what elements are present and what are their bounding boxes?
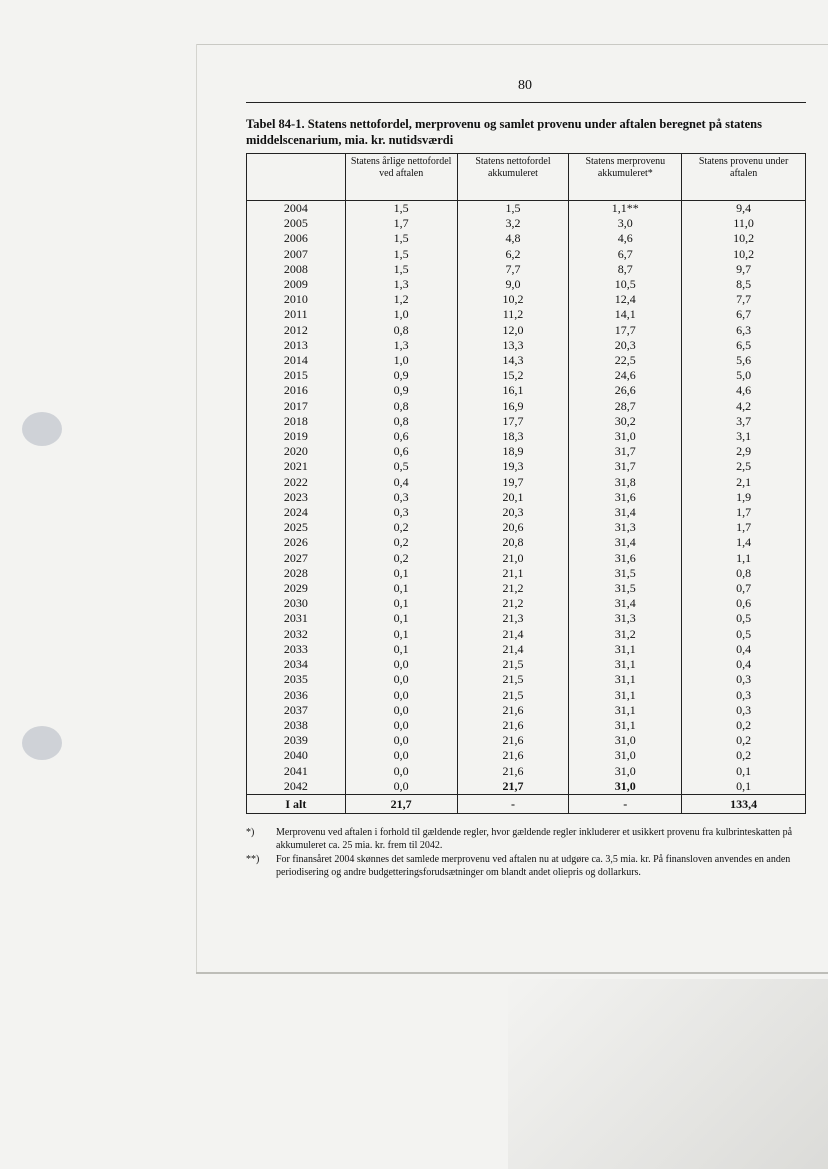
value-cell: 0,3 <box>682 703 806 718</box>
table-row <box>247 399 806 414</box>
year-cell: 2031 <box>247 611 346 626</box>
value-cell: 0,8 <box>345 414 457 429</box>
value-cell: 0,1 <box>345 627 457 642</box>
value-cell: 4,6 <box>682 383 806 398</box>
table-row <box>247 505 806 520</box>
value-cell: 31,1 <box>569 718 682 733</box>
value-cell: 1,5 <box>345 262 457 277</box>
value-cell: 6,7 <box>569 247 682 262</box>
value-cell: 0,2 <box>682 748 806 763</box>
value-cell: 4,6 <box>569 231 682 246</box>
table-row <box>247 551 806 566</box>
value-cell: 9,0 <box>457 277 569 292</box>
value-cell: 31,3 <box>569 520 682 535</box>
year-cell: 2029 <box>247 581 346 596</box>
table-row <box>247 292 806 307</box>
footnote-mark: **) <box>246 854 260 865</box>
table-row <box>247 444 806 459</box>
table-row <box>247 642 806 657</box>
value-cell: 0,3 <box>682 688 806 703</box>
total-cell: 133,4 <box>682 794 806 813</box>
table-row <box>247 323 806 338</box>
value-cell: 31,4 <box>569 505 682 520</box>
table-row <box>247 475 806 490</box>
value-cell: 0,1 <box>345 611 457 626</box>
value-cell: 19,3 <box>457 459 569 474</box>
value-cell: 21,6 <box>457 703 569 718</box>
value-cell: 6,5 <box>682 338 806 353</box>
value-cell: 20,1 <box>457 490 569 505</box>
year-cell: 2007 <box>247 247 346 262</box>
table-row <box>247 353 806 368</box>
value-cell: 16,9 <box>457 399 569 414</box>
header-rule <box>246 102 806 103</box>
year-cell: 2015 <box>247 368 346 383</box>
value-cell: 6,7 <box>682 307 806 322</box>
value-cell: 12,0 <box>457 323 569 338</box>
table-row <box>247 596 806 611</box>
punch-hole-bottom <box>22 726 62 760</box>
value-cell: 31,0 <box>569 779 682 795</box>
total-cell: 21,7 <box>345 794 457 813</box>
year-cell: 2018 <box>247 414 346 429</box>
value-cell: 0,5 <box>682 627 806 642</box>
footnote <box>246 826 812 852</box>
value-cell: 1,3 <box>345 338 457 353</box>
value-cell: 4,8 <box>457 231 569 246</box>
year-cell: 2042 <box>247 779 346 795</box>
table-row <box>247 307 806 322</box>
table-row <box>247 231 806 246</box>
column-header: Statens provenu under aftalen <box>682 154 806 201</box>
value-cell: 31,1 <box>569 688 682 703</box>
year-cell: 2014 <box>247 353 346 368</box>
year-cell: 2036 <box>247 688 346 703</box>
total-cell: I alt <box>247 794 346 813</box>
scan-shadow <box>508 979 828 1169</box>
value-cell: 31,1 <box>569 672 682 687</box>
value-cell: 0,3 <box>682 672 806 687</box>
table-row <box>247 383 806 398</box>
value-cell: 0,4 <box>345 475 457 490</box>
column-header: Statens merprovenu akkumuleret* <box>569 154 682 201</box>
value-cell: 0,8 <box>345 323 457 338</box>
year-cell: 2016 <box>247 383 346 398</box>
value-cell: 11,0 <box>682 216 806 231</box>
value-cell: 31,0 <box>569 733 682 748</box>
table-row <box>247 566 806 581</box>
page-edge-left <box>196 44 197 974</box>
value-cell: 16,1 <box>457 383 569 398</box>
year-cell: 2034 <box>247 657 346 672</box>
value-cell: 21,4 <box>457 627 569 642</box>
column-header <box>247 154 346 201</box>
value-cell: 1,7 <box>682 505 806 520</box>
table-row <box>247 657 806 672</box>
value-cell: 3,2 <box>457 216 569 231</box>
value-cell: 24,6 <box>569 368 682 383</box>
value-cell: 31,7 <box>569 459 682 474</box>
value-cell: 0,5 <box>682 611 806 626</box>
value-cell: 1,4 <box>682 535 806 550</box>
value-cell: 0,2 <box>345 535 457 550</box>
table-row <box>247 581 806 596</box>
value-cell: 21,5 <box>457 688 569 703</box>
value-cell: 21,5 <box>457 672 569 687</box>
value-cell: 8,5 <box>682 277 806 292</box>
table-row <box>247 672 806 687</box>
value-cell: 31,0 <box>569 748 682 763</box>
table-row <box>247 490 806 505</box>
value-cell: 0,0 <box>345 733 457 748</box>
year-cell: 2025 <box>247 520 346 535</box>
value-cell: 0,1 <box>345 581 457 596</box>
year-cell: 2037 <box>247 703 346 718</box>
table-row <box>247 201 806 217</box>
table-row <box>247 718 806 733</box>
value-cell: 0,1 <box>682 779 806 795</box>
value-cell: 20,6 <box>457 520 569 535</box>
value-cell: 21,5 <box>457 657 569 672</box>
year-cell: 2030 <box>247 596 346 611</box>
year-cell: 2012 <box>247 323 346 338</box>
punch-hole-top <box>22 412 62 446</box>
year-cell: 2005 <box>247 216 346 231</box>
table-row <box>247 429 806 444</box>
value-cell: 1,1 <box>682 551 806 566</box>
value-cell: 1,5 <box>345 247 457 262</box>
value-cell: 8,7 <box>569 262 682 277</box>
table-row <box>247 262 806 277</box>
value-cell: 28,7 <box>569 399 682 414</box>
value-cell: 31,1 <box>569 657 682 672</box>
value-cell: 1,0 <box>345 353 457 368</box>
value-cell: 0,0 <box>345 718 457 733</box>
year-cell: 2041 <box>247 764 346 779</box>
value-cell: 10,5 <box>569 277 682 292</box>
year-cell: 2028 <box>247 566 346 581</box>
value-cell: 0,0 <box>345 748 457 763</box>
table-row <box>247 368 806 383</box>
value-cell: 0,2 <box>345 551 457 566</box>
footnote <box>246 853 812 879</box>
value-cell: 0,0 <box>345 764 457 779</box>
year-cell: 2033 <box>247 642 346 657</box>
value-cell: 0,6 <box>345 429 457 444</box>
value-cell: 0,8 <box>345 399 457 414</box>
table-row <box>247 338 806 353</box>
value-cell: 1,5 <box>457 201 569 217</box>
value-cell: 1,7 <box>345 216 457 231</box>
value-cell: 0,0 <box>345 672 457 687</box>
value-cell: 1,9 <box>682 490 806 505</box>
table-row <box>247 733 806 748</box>
table-title: Tabel 84-1. Statens nettofordel, merprovenu og samlet provenu under aftalen beregnet på statens middelscenarium, mia. kr. nutidsværdi <box>246 117 762 147</box>
value-cell: 5,0 <box>682 368 806 383</box>
value-cell: 21,6 <box>457 764 569 779</box>
table-body <box>247 201 806 795</box>
value-cell: 1,5 <box>345 231 457 246</box>
footnote-mark: *) <box>246 827 255 838</box>
value-cell: 5,6 <box>682 353 806 368</box>
year-cell: 2013 <box>247 338 346 353</box>
year-cell: 2039 <box>247 733 346 748</box>
year-cell: 2011 <box>247 307 346 322</box>
value-cell: 21,4 <box>457 642 569 657</box>
table-row <box>247 764 806 779</box>
value-cell: 31,8 <box>569 475 682 490</box>
value-cell: 19,7 <box>457 475 569 490</box>
value-cell: 0,9 <box>345 368 457 383</box>
value-cell: 10,2 <box>682 247 806 262</box>
value-cell: 20,3 <box>569 338 682 353</box>
year-cell: 2019 <box>247 429 346 444</box>
value-cell: 0,9 <box>345 383 457 398</box>
year-cell: 2006 <box>247 231 346 246</box>
year-cell: 2009 <box>247 277 346 292</box>
value-cell: 31,4 <box>569 535 682 550</box>
value-cell: 7,7 <box>682 292 806 307</box>
value-cell: 9,7 <box>682 262 806 277</box>
year-cell: 2004 <box>247 201 346 217</box>
value-cell: 0,7 <box>682 581 806 596</box>
value-cell: 31,0 <box>569 764 682 779</box>
value-cell: 4,2 <box>682 399 806 414</box>
year-cell: 2024 <box>247 505 346 520</box>
value-cell: 1,2 <box>345 292 457 307</box>
value-cell: 0,1 <box>345 596 457 611</box>
value-cell: 0,2 <box>682 733 806 748</box>
value-cell: 31,6 <box>569 551 682 566</box>
page-number: 80 <box>518 78 532 93</box>
value-cell: 13,3 <box>457 338 569 353</box>
data-table <box>246 153 806 814</box>
value-cell: 10,2 <box>457 292 569 307</box>
page-edge-bottom <box>196 972 828 974</box>
value-cell: 2,1 <box>682 475 806 490</box>
table-row <box>247 627 806 642</box>
table-row <box>247 459 806 474</box>
value-cell: 0,0 <box>345 703 457 718</box>
value-cell: 1,7 <box>682 520 806 535</box>
value-cell: 9,4 <box>682 201 806 217</box>
value-cell: 15,2 <box>457 368 569 383</box>
value-cell: 17,7 <box>569 323 682 338</box>
value-cell: 2,9 <box>682 444 806 459</box>
value-cell: 3,0 <box>569 216 682 231</box>
value-cell: 1,5 <box>345 201 457 217</box>
year-cell: 2008 <box>247 262 346 277</box>
value-cell: 0,3 <box>345 505 457 520</box>
value-cell: 0,0 <box>345 779 457 795</box>
value-cell: 0,8 <box>682 566 806 581</box>
value-cell: 31,5 <box>569 566 682 581</box>
value-cell: 0,4 <box>682 642 806 657</box>
value-cell: 31,6 <box>569 490 682 505</box>
value-cell: 1,3 <box>345 277 457 292</box>
table-row <box>247 748 806 763</box>
value-cell: 0,2 <box>345 520 457 535</box>
year-cell: 2026 <box>247 535 346 550</box>
value-cell: 6,3 <box>682 323 806 338</box>
value-cell: 17,7 <box>457 414 569 429</box>
value-cell: 12,4 <box>569 292 682 307</box>
footnote-text: Merprovenu ved aftalen i forhold til gældende regler, hvor gældende regler inkluderer et usikkert provenu fra kulbrinteskatten på akkumuleret ca. 25 mia. kr. frem til 2042. <box>276 827 793 851</box>
year-cell: 2040 <box>247 748 346 763</box>
value-cell: 6,2 <box>457 247 569 262</box>
table-row <box>247 414 806 429</box>
value-cell: 26,6 <box>569 383 682 398</box>
column-header: Statens nettofordel akkumuleret <box>457 154 569 201</box>
value-cell: 30,2 <box>569 414 682 429</box>
year-cell: 2038 <box>247 718 346 733</box>
value-cell: 0,3 <box>345 490 457 505</box>
table-row <box>247 277 806 292</box>
value-cell: 21,2 <box>457 596 569 611</box>
year-cell: 2020 <box>247 444 346 459</box>
year-cell: 2023 <box>247 490 346 505</box>
year-cell: 2010 <box>247 292 346 307</box>
value-cell: 0,5 <box>345 459 457 474</box>
value-cell: 18,9 <box>457 444 569 459</box>
value-cell: 31,1 <box>569 642 682 657</box>
page-edge-top <box>196 44 828 45</box>
value-cell: 31,5 <box>569 581 682 596</box>
value-cell: 0,1 <box>345 566 457 581</box>
header-row <box>247 154 806 201</box>
year-cell: 2027 <box>247 551 346 566</box>
year-cell: 2022 <box>247 475 346 490</box>
value-cell: 31,2 <box>569 627 682 642</box>
value-cell: 0,6 <box>682 596 806 611</box>
table-row <box>247 779 806 795</box>
value-cell: 18,3 <box>457 429 569 444</box>
table-row <box>247 216 806 231</box>
value-cell: 22,5 <box>569 353 682 368</box>
value-cell: 31,3 <box>569 611 682 626</box>
value-cell: 3,1 <box>682 429 806 444</box>
value-cell: 1,1** <box>569 201 682 217</box>
year-cell: 2035 <box>247 672 346 687</box>
value-cell: 11,2 <box>457 307 569 322</box>
table-row <box>247 247 806 262</box>
value-cell: 31,1 <box>569 703 682 718</box>
value-cell: 21,6 <box>457 733 569 748</box>
total-cell: - <box>569 794 682 813</box>
year-cell: 2032 <box>247 627 346 642</box>
value-cell: 21,0 <box>457 551 569 566</box>
value-cell: 21,6 <box>457 718 569 733</box>
footnotes <box>246 826 812 880</box>
value-cell: 0,0 <box>345 688 457 703</box>
value-cell: 0,1 <box>682 764 806 779</box>
value-cell: 21,2 <box>457 581 569 596</box>
value-cell: 21,6 <box>457 748 569 763</box>
value-cell: 14,3 <box>457 353 569 368</box>
value-cell: 2,5 <box>682 459 806 474</box>
value-cell: 20,8 <box>457 535 569 550</box>
table-row <box>247 520 806 535</box>
value-cell: 10,2 <box>682 231 806 246</box>
value-cell: 20,3 <box>457 505 569 520</box>
value-cell: 3,7 <box>682 414 806 429</box>
value-cell: 0,1 <box>345 642 457 657</box>
table-row <box>247 611 806 626</box>
total-row <box>247 794 806 813</box>
value-cell: 7,7 <box>457 262 569 277</box>
column-header: Statens årlige nettofordel ved aftalen <box>345 154 457 201</box>
value-cell: 0,6 <box>345 444 457 459</box>
year-cell: 2017 <box>247 399 346 414</box>
table-row <box>247 688 806 703</box>
year-cell: 2021 <box>247 459 346 474</box>
value-cell: 14,1 <box>569 307 682 322</box>
table-row <box>247 703 806 718</box>
value-cell: 31,0 <box>569 429 682 444</box>
value-cell: 31,7 <box>569 444 682 459</box>
value-cell: 21,7 <box>457 779 569 795</box>
value-cell: 1,0 <box>345 307 457 322</box>
value-cell: 0,2 <box>682 718 806 733</box>
value-cell: 21,1 <box>457 566 569 581</box>
table-row <box>247 535 806 550</box>
value-cell: 0,4 <box>682 657 806 672</box>
total-cell: - <box>457 794 569 813</box>
value-cell: 31,4 <box>569 596 682 611</box>
footnote-text: For finansåret 2004 skønnes det samlede merprovenu ved aftalen nu at udgøre ca. 3,5 mia. kr. På finansloven anvendes en anden periodisering og andre budgetteringsforudsætninger om blandt andet oliepris og dollarkurs. <box>276 854 791 878</box>
value-cell: 21,3 <box>457 611 569 626</box>
value-cell: 0,0 <box>345 657 457 672</box>
